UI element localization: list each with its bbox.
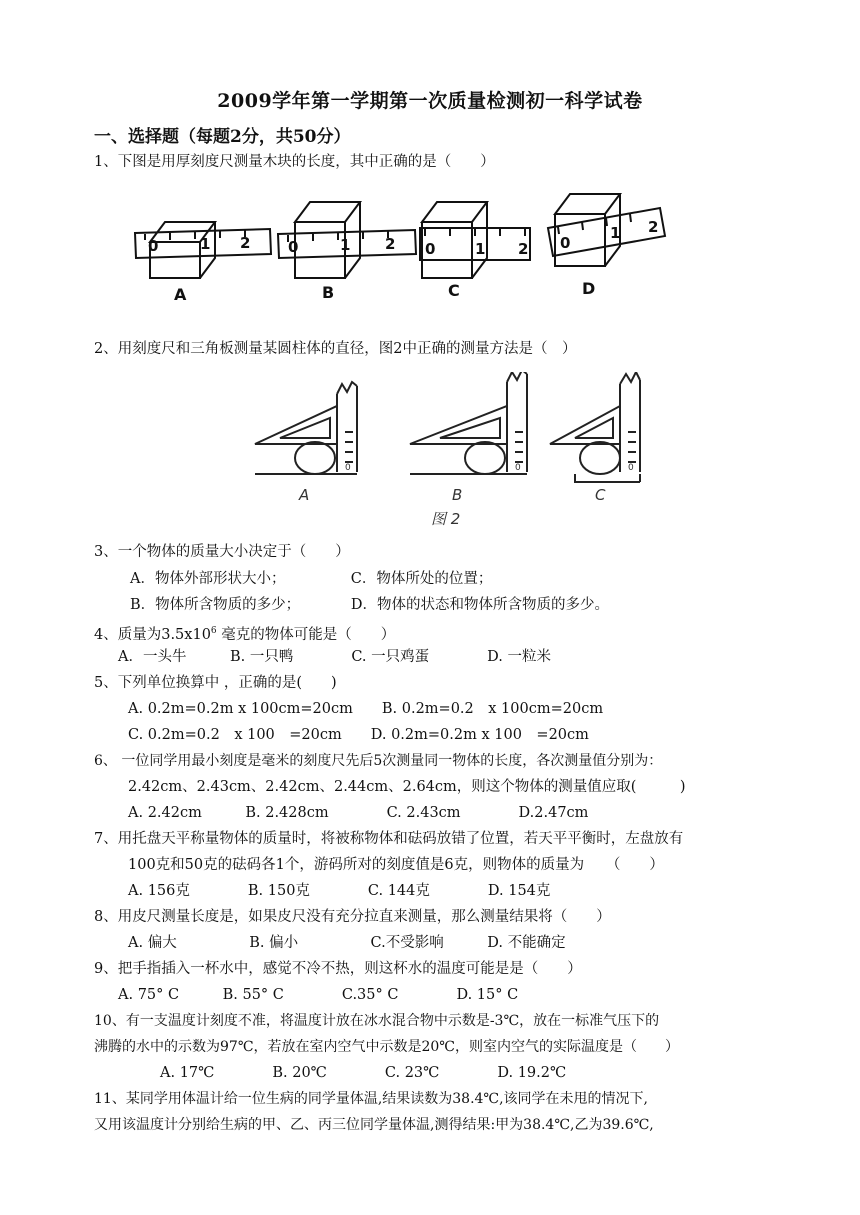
- q9-options: A. 75° C B. 55° C C.35° C D. 15° C: [118, 987, 519, 1003]
- q4-stem-b: 毫克的物体可能是（ ）: [216, 626, 396, 643]
- q2-figure-c: [550, 372, 640, 482]
- q8-options: A. 偏大 B. 偏小 C.不受影响 D. 不能确定: [128, 935, 566, 951]
- q5-options-1: A. 0.2m=0.2m x 100cm=20cm B. 0.2m=0.2 x 100cm=20cm: [128, 701, 604, 717]
- q7-stem-1: 7、用托盘天平称量物体的质量时，将被称物体和砝码放错了位置，若天平平衡时，左盘放有: [94, 831, 684, 847]
- q2-stem: 2、用刻度尺和三角板测量某圆柱体的直径，图2中正确的测量方法是（ ）: [94, 341, 577, 357]
- q1-d-tick-2: 2: [648, 218, 659, 236]
- q1-label-b: B: [322, 283, 335, 302]
- q5-options-2: C. 0.2m=0.2 x 100 =20cm D. 0.2m=0.2m x 100 =20cm: [128, 727, 589, 743]
- q8-stem: 8、用皮尺测量长度是，如果皮尺没有充分拉直来测量，那么测量结果将（ ）: [94, 909, 611, 925]
- q1-c-tick-2: 2: [518, 240, 529, 258]
- q1-b-tick-1: 1: [340, 236, 351, 254]
- q2-a-zero: 0: [345, 463, 351, 473]
- q1-c-tick-1: 1: [475, 240, 486, 258]
- q9-stem: 9、把手指插入一杯水中，感觉不冷不热，则这杯水的温度可能是是（ ）: [94, 961, 582, 977]
- q2-figure-a: [255, 382, 357, 474]
- q1-figure: [130, 186, 680, 306]
- q1-label-a: A: [174, 285, 187, 304]
- q7-options: A. 156克 B. 150克 C. 144克 D. 154克: [128, 883, 551, 899]
- q5-stem: 5、下列单位换算中 ，正确的是( ): [94, 675, 337, 691]
- q4-stem: [94, 621, 395, 645]
- q2-figure-b: [410, 372, 527, 474]
- q2-label-c: C: [595, 486, 606, 504]
- q3-options-1: A．物体外部形状大小； C．物体所处的位置；: [130, 571, 493, 587]
- q1-label-c: C: [448, 281, 460, 300]
- q7-stem-2: 100克和50克的砝码各1个，游码所对的刻度值是6克，则物体的质量为 （ ）: [128, 857, 664, 873]
- q2-caption: 图 2: [431, 510, 461, 528]
- q2-figure: [245, 372, 675, 534]
- q1-a-tick-1: 1: [200, 235, 211, 253]
- q1-d-tick-0: 0: [560, 234, 571, 252]
- q2-label-b: B: [452, 486, 463, 504]
- q4-options: A．一头牛 B. 一只鸭 C. 一只鸡蛋 D. 一粒米: [118, 649, 551, 665]
- q6-options: A. 2.42cm B. 2.428cm C. 2.43cm D.2.47cm: [128, 805, 589, 821]
- q1-c-tick-0: 0: [425, 240, 436, 258]
- q10-stem-2: 沸腾的水中的示数为97℃，若放在室内空气中示数是20℃，则室内空气的实际温度是（ ）: [94, 1039, 679, 1055]
- q2-label-a: A: [299, 486, 310, 504]
- q1-stem: 1、下图是用厚刻度尺测量木块的长度，其中正确的是（ ）: [94, 154, 495, 170]
- section-heading: 一、选择题（每题2分，共50分）: [94, 127, 351, 147]
- q2-c-zero: 0: [628, 463, 634, 473]
- q2-b-zero: 0: [515, 463, 521, 473]
- q1-b-tick-2: 2: [385, 235, 396, 253]
- q10-options: A. 17℃ B. 20℃ C. 23℃ D. 19.2℃: [160, 1065, 567, 1081]
- q1-a-tick-2: 2: [240, 234, 251, 252]
- q11-stem-1: 11、某同学用体温计给一位生病的同学量体温,结果读数为38.4℃,该同学在未甩的情况下,: [94, 1091, 648, 1107]
- q4-stem-a: 4、质量为3.5x10: [94, 626, 211, 643]
- q10-stem-1: 10、有一支温度计刻度不准，将温度计放在冰水混合物中示数是-3℃，放在一标准气压下的: [94, 1013, 660, 1029]
- q1-d-tick-1: 1: [610, 224, 621, 242]
- q3-options-2: B．物体所含物质的多少； D．物体的状态和物体所含物质的多少。: [130, 597, 610, 613]
- q4-exponent: 6: [210, 626, 217, 636]
- q6-stem-1: 6、 一位同学用最小刻度是毫米的刻度尺先后5次测量同一物体的长度，各次测量值分别为：: [94, 753, 663, 769]
- exam-title: 2009学年第一学期第一次质量检测初一科学试卷: [217, 90, 643, 112]
- q6-stem-2: 2.42cm、2.43cm、2.42cm、2.44cm、2.64cm，则这个物体的测量值应取( ): [128, 779, 686, 795]
- q1-b-tick-0: 0: [288, 238, 299, 256]
- q1-label-d: D: [582, 279, 596, 298]
- q1-a-tick-0: 0: [148, 237, 159, 255]
- q11-stem-2: 又用该温度计分别给生病的甲、乙、丙三位同学量体温,测得结果:甲为38.4℃,乙为39.6℃,: [94, 1117, 654, 1133]
- q3-stem: 3、一个物体的质量大小决定于（ ）: [94, 544, 350, 560]
